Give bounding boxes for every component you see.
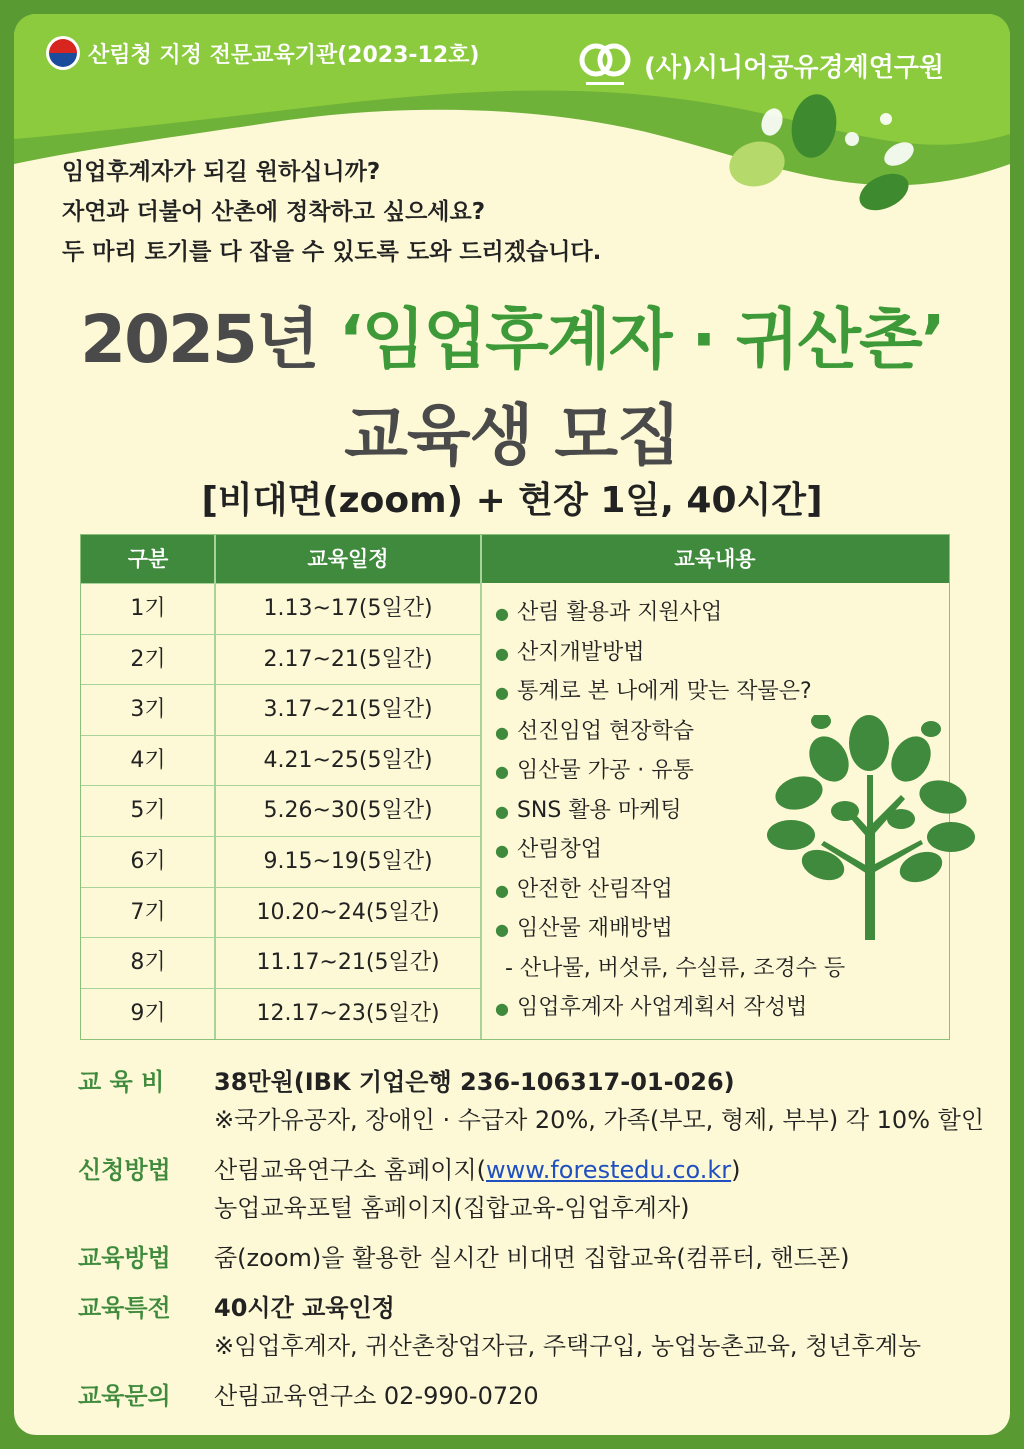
fee-note: ※국가유공자, 장애인 · 수급자 20%, 가족(부모, 형제, 부부) 각 10% 할인 (214, 1106, 985, 1134)
table-row (81, 735, 481, 786)
term-cell: 2기 (130, 646, 166, 672)
fee-value: 38만원(IBK 기업은행 236-106317-01-026) (214, 1068, 735, 1096)
fee-label: 교 육 비 (78, 1068, 165, 1096)
benefit-label: 교육특전 (78, 1294, 171, 1322)
bullet-icon: ● (495, 722, 509, 742)
content-item: ● 임산물 가공 · 유통 (495, 758, 694, 783)
method-value: 줌(zoom)을 활용한 실시간 비대면 집합교육(컴퓨터, 핸드폰) (214, 1244, 850, 1272)
dates-cell: 5.26~30(5일간) (263, 798, 433, 824)
content-subitem: - 산나물, 버섯류, 수실류, 조경수 등 (505, 955, 846, 981)
dates-cell: 10.20~24(5일간) (256, 899, 440, 925)
table-row (81, 937, 481, 988)
gov-designation (46, 36, 479, 70)
intro-line: 두 마리 토기를 다 잡을 수 있도록 도와 드리겠습니다. (62, 239, 602, 265)
content-item: ● 선진임업 현장학습 (495, 718, 694, 744)
dates-cell: 12.17~23(5일간) (256, 1000, 440, 1026)
dates-cell: 11.17~21(5일간) (256, 950, 440, 976)
poster (14, 14, 1010, 1435)
benefit-note: ※임업후계자, 귀산촌창업자금, 주택구입, 농업농촌교육, 청년후계농 (214, 1332, 922, 1360)
content-item: ● 통계로 본 나에게 맞는 작물은? (495, 679, 812, 704)
gov-label: 산림청 지정 전문교육기관(2023-12호) (88, 42, 480, 68)
intro-line: 자연과 더불어 산촌에 정착하고 싶으세요? (62, 199, 486, 225)
content-item: ● 산림창업 (495, 837, 602, 862)
apply-value: 산림교육연구소 홈페이지(www.forestedu.co.kr) (214, 1156, 741, 1184)
dates-cell: 3.17~21(5일간) (263, 697, 433, 723)
contact-value: 산림교육연구소 02-990-0720 (214, 1382, 539, 1410)
schedule-table (80, 534, 950, 1040)
method-label: 교육방법 (78, 1244, 171, 1272)
term-cell: 4기 (130, 747, 166, 773)
bullet-icon: ● (495, 801, 509, 821)
table-row (81, 988, 481, 1039)
term-cell: 6기 (130, 849, 166, 874)
title-highlight: ‘임업후계자 · 귀산촌’ (338, 301, 944, 378)
title-format: [비대면(zoom) + 현장 1일, 40시간] (201, 480, 823, 521)
bullet-icon: ● (495, 604, 509, 623)
term-cell: 5기 (130, 798, 166, 824)
dates-cell: 1.13~17(5일간) (263, 596, 433, 621)
term-cell: 7기 (130, 899, 166, 925)
table-row (81, 785, 481, 836)
contact-label: 교육문의 (78, 1382, 171, 1410)
bullet-icon: ● (495, 880, 509, 900)
org-name: (사)시니어공유경제연구원 (644, 52, 945, 83)
title-recruit: 교육생 모집 (344, 397, 680, 474)
content-item: ● 임산물 재배방법 (495, 916, 673, 941)
tree-icon (761, 715, 981, 940)
bullet-icon: ● (495, 999, 509, 1018)
org-logo-icon (576, 36, 634, 94)
term-cell: 8기 (130, 950, 166, 976)
content-item: ● 안전한 산림작업 (495, 876, 673, 902)
apply-line2: 농업교육포털 홈페이지(집합교육-임업후계자) (214, 1194, 690, 1222)
dates-cell: 4.21~25(5일간) (263, 747, 433, 773)
bullet-icon: ● (495, 920, 509, 939)
bullet-icon: ● (495, 683, 509, 702)
intro-text (62, 152, 601, 272)
bullet-icon: ● (495, 762, 509, 781)
term-cell: 1기 (130, 596, 166, 621)
bullet-icon: ● (495, 841, 509, 860)
content-item: ● 임업후계자 사업계획서 작성법 (495, 995, 808, 1020)
taegeuk-emblem-icon (46, 36, 80, 70)
content-item: ● 산림 활용과 지원사업 (495, 600, 723, 625)
content-item: ● 산지개발방법 (495, 639, 645, 665)
title-year: 2025년 (80, 301, 339, 378)
table-row (81, 684, 481, 735)
table-row (81, 836, 481, 887)
apply-label: 신청방법 (78, 1156, 171, 1184)
table-header (81, 535, 949, 583)
header-term: 구분 (127, 547, 169, 571)
main-title (14, 286, 1010, 381)
header-content: 교육내용 (674, 547, 756, 571)
dates-cell: 9.15~19(5일간) (263, 849, 433, 874)
benefit-value: 40시간 교육인정 (214, 1294, 395, 1322)
bullet-icon: ● (495, 643, 509, 663)
intro-line: 임업후계자가 되길 원하십니까? (62, 159, 381, 185)
term-cell: 3기 (130, 697, 166, 723)
term-cell: 9기 (130, 1000, 166, 1026)
forestedu-link[interactable]: www.forestedu.co.kr (486, 1156, 732, 1184)
content-item: ● SNS 활용 마케팅 (495, 797, 682, 823)
table-row (81, 634, 481, 685)
header-schedule: 교육일정 (307, 547, 389, 571)
table-row (81, 583, 481, 634)
dates-cell: 2.17~21(5일간) (263, 646, 433, 672)
table-row (81, 887, 481, 938)
org-header (576, 36, 944, 94)
